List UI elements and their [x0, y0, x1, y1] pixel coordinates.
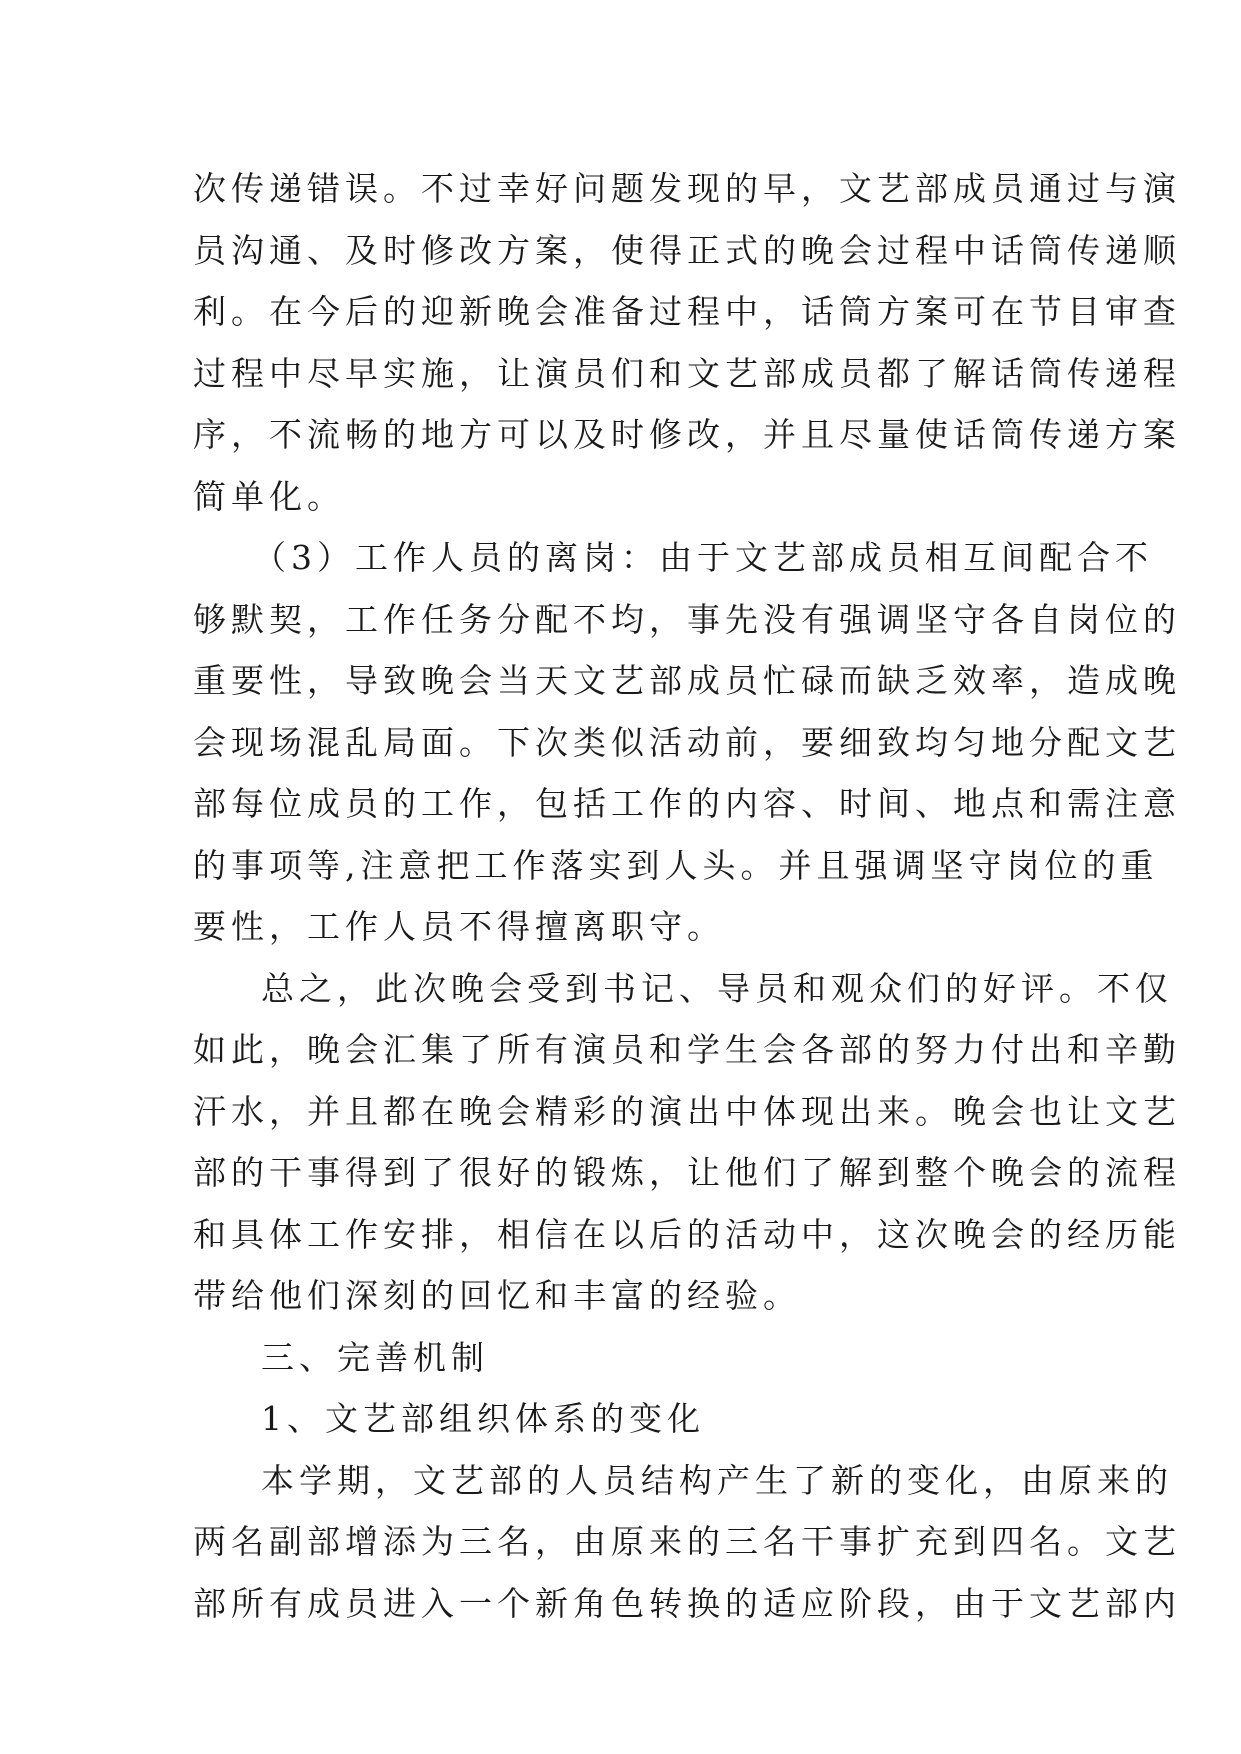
- text-line: 汗水，并且都在晚会精彩的演出中体现出来。晚会也让文艺: [193, 1091, 1181, 1131]
- text-line: 重要性，导致晚会当天文艺部成员忙碌而缺乏效率，造成晚: [193, 661, 1181, 700]
- text-line: 会现场混乱局面。下次类似活动前，要细致均匀地分配文艺: [193, 722, 1181, 762]
- text-line: 序，不流畅的地方可以及时修改，并且尽量使话筒传递方案: [193, 415, 1181, 454]
- text-line: 够默契，工作任务分配不均，事先没有强调坚守各自岗位的: [193, 599, 1181, 639]
- text-line: 部每位成员的工作，包括工作的内容、时间、地点和需注意: [193, 784, 1181, 823]
- text-line: 两名副部增添为三名，由原来的三名干事扩充到四名。文艺: [193, 1522, 1181, 1561]
- paragraph-start-line: 本学期，文艺部的人员结构产生了新的变化，由原来的: [261, 1460, 1173, 1500]
- body-text: [193, 158, 1181, 1634]
- paragraph-start-line: （3）工作人员的离岗：由于文艺部成员相互间配合不: [253, 538, 1153, 577]
- text-line: 过程中尽早实施，让演员们和文艺部成员都了解话筒传递程: [193, 353, 1181, 393]
- subsection-heading: 1、文艺部组织体系的变化: [261, 1399, 705, 1438]
- section-heading: 三、完善机制: [261, 1337, 489, 1377]
- text-line: 部所有成员进入一个新角色转换的适应阶段，由于文艺部内: [193, 1583, 1181, 1623]
- text-line: 员沟通、及时修改方案，使得正式的晚会过程中话筒传递顺: [193, 230, 1181, 270]
- text-line: 简单化。: [193, 476, 345, 516]
- text-line: 利。在今后的迎新晚会准备过程中，话筒方案可在节目审查: [193, 292, 1181, 331]
- text-line: 和具体工作安排，相信在以后的活动中，这次晚会的经历能: [193, 1214, 1181, 1254]
- text-line: 次传递错误。不过幸好问题发现的早，文艺部成员通过与演: [193, 169, 1181, 208]
- text-line: 部的干事得到了很好的锻炼，让他们了解到整个晚会的流程: [193, 1153, 1181, 1192]
- text-line: 的事项等,注意把工作落实到人头。并且强调坚守岗位的重: [193, 845, 1159, 885]
- paragraph-start-line: 总之，此次晚会受到书记、导员和观众们的好评。不仅: [261, 968, 1173, 1008]
- text-line: 带给他们深刻的回忆和丰富的经验。: [193, 1276, 801, 1315]
- text-line: 要性，工作人员不得擅离职守。: [193, 907, 725, 946]
- text-line: 如此，晚会汇集了所有演员和学生会各部的努力付出和辛勤: [193, 1030, 1181, 1069]
